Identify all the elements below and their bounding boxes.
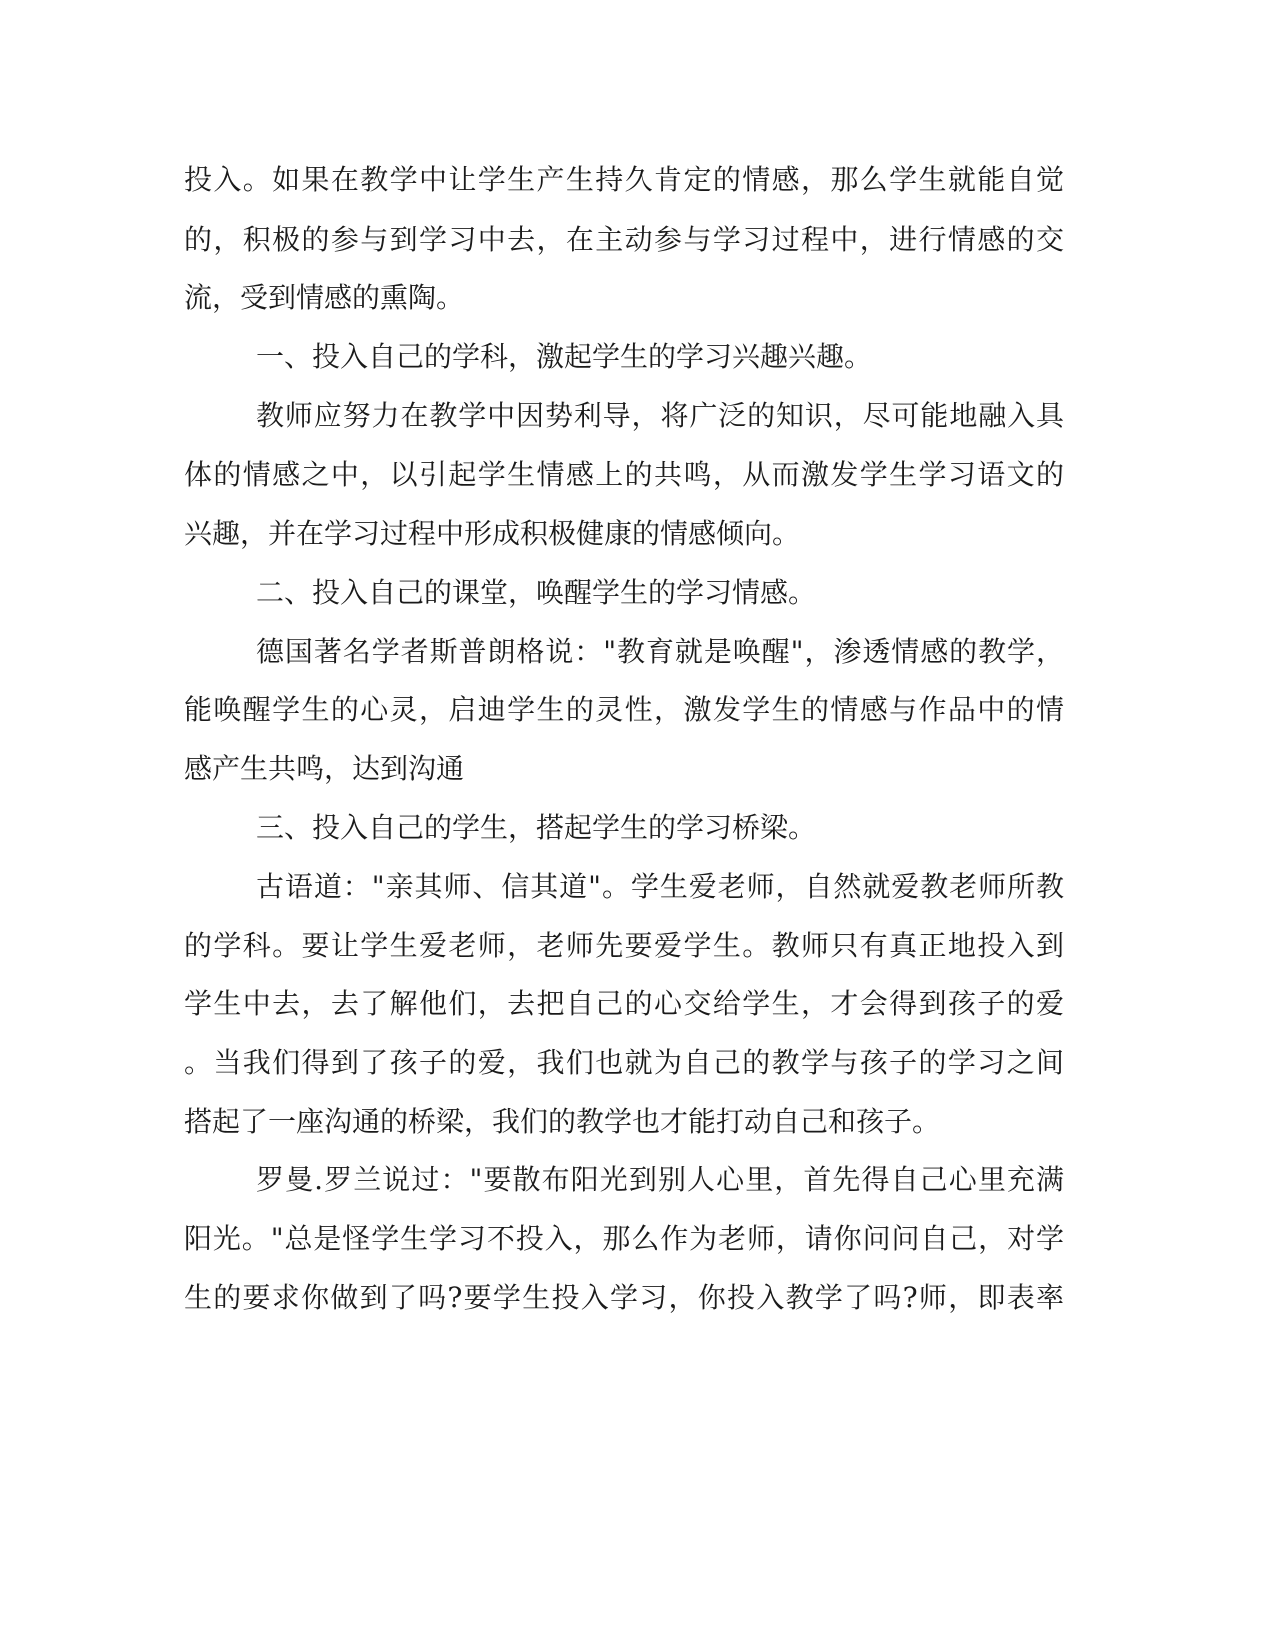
body-text-line: 能唤醒学生的心灵，启迪学生的灵性，激发学生的情感与作品中的情	[184, 693, 1064, 726]
body-text-line: 阳光。"总是怪学生学习不投入，那么作为老师，请你问问自己，对学	[184, 1222, 1064, 1255]
body-text-line: 兴趣，并在学习过程中形成积极健康的情感倾向。	[184, 517, 801, 550]
body-text-line: 流，受到情感的熏陶。	[184, 281, 465, 314]
body-text-line: 生的要求你做到了吗?要学生投入学习，你投入教学了吗?师，即表率	[184, 1281, 1064, 1314]
body-text-line: 学生中去，去了解他们，去把自己的心交给学生，才会得到孩子的爱	[184, 987, 1064, 1020]
body-text-line: 罗曼.罗兰说过："要散布阳光到别人心里，首先得自己心里充满	[256, 1163, 1064, 1196]
body-text-line: 搭起了一座沟通的桥梁，我们的教学也才能打动自己和孩子。	[184, 1105, 941, 1138]
body-text-line: 体的情感之中，以引起学生情感上的共鸣，从而激发学生学习语文的	[184, 458, 1064, 491]
section-heading: 三、投入自己的学生，搭起学生的学习桥梁。	[256, 811, 817, 844]
body-text-line: 的学科。要让学生爱老师，老师先要爱学生。教师只有真正地投入到	[184, 929, 1064, 962]
body-text-line: 。当我们得到了孩子的爱，我们也就为自己的教学与孩子的学习之间	[184, 1046, 1064, 1079]
section-heading: 二、投入自己的课堂，唤醒学生的学习情感。	[256, 576, 817, 609]
body-text-line: 古语道："亲其师、信其道"。学生爱老师，自然就爱教老师所教	[256, 870, 1064, 903]
section-heading: 一、投入自己的学科，激起学生的学习兴趣兴趣。	[256, 340, 873, 373]
body-text-line: 投入。如果在教学中让学生产生持久肯定的情感，那么学生就能自觉	[184, 163, 1064, 196]
body-text-line: 教师应努力在教学中因势利导，将广泛的知识，尽可能地融入具	[256, 399, 1064, 432]
body-text-line: 的，积极的参与到学习中去，在主动参与学习过程中，进行情感的交	[184, 223, 1064, 256]
body-text-line: 德国著名学者斯普朗格说："教育就是唤醒"，渗透情感的教学，	[256, 635, 1064, 668]
body-text-line: 感产生共鸣，达到沟通	[184, 752, 465, 785]
